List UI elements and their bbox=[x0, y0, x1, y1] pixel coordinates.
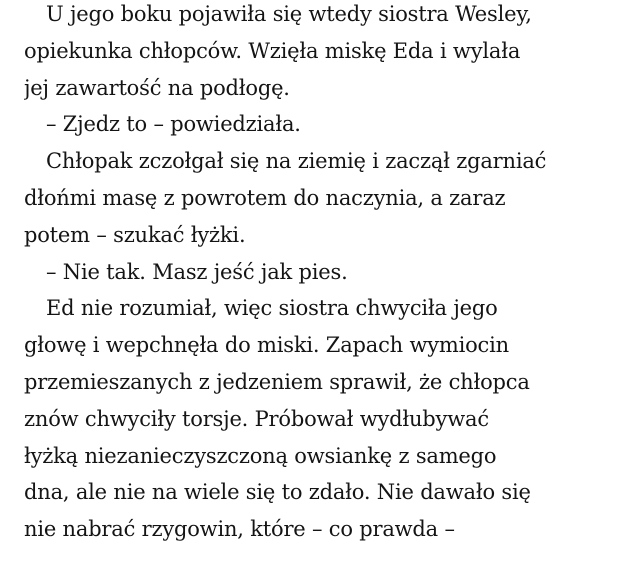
text-line: przemieszanych z jedzeniem sprawił, że chłopca bbox=[24, 369, 530, 394]
text-line: – Zjedz to – powiedziała. bbox=[46, 112, 301, 137]
text-line: dłońmi masę z powrotem do naczynia, a zaraz bbox=[24, 185, 506, 210]
document-page bbox=[24, 0, 624, 548]
text-line: głowę i wepchnęła do miski. Zapach wymiocin bbox=[24, 333, 509, 358]
text-line: nie nabrać rzygowin, które – co prawda – bbox=[24, 517, 455, 542]
text-line: opiekunka chłopców. Wzięła miskę Eda i wylała bbox=[24, 38, 521, 63]
text-line: Chłopak zczołgał się na ziemię i zaczął zgarniać bbox=[46, 149, 547, 174]
text-line: U jego boku pojawiła się wtedy siostra Wesley, bbox=[46, 2, 532, 26]
text-line: dna, ale nie na wiele się to zdało. Nie dawało się bbox=[24, 480, 531, 505]
text-line: jej zawartość na podłogę. bbox=[24, 75, 290, 100]
text-line: potem – szukać łyżki. bbox=[24, 222, 246, 247]
text-line: Ed nie rozumiał, więc siostra chwyciła jego bbox=[46, 296, 498, 321]
text-line: znów chwyciły torsje. Próbował wydłubywać bbox=[24, 406, 489, 431]
text-line: – Nie tak. Masz jeść jak pies. bbox=[46, 259, 348, 284]
text-line: łyżką niezanieczyszczoną owsiankę z samego bbox=[24, 443, 497, 468]
